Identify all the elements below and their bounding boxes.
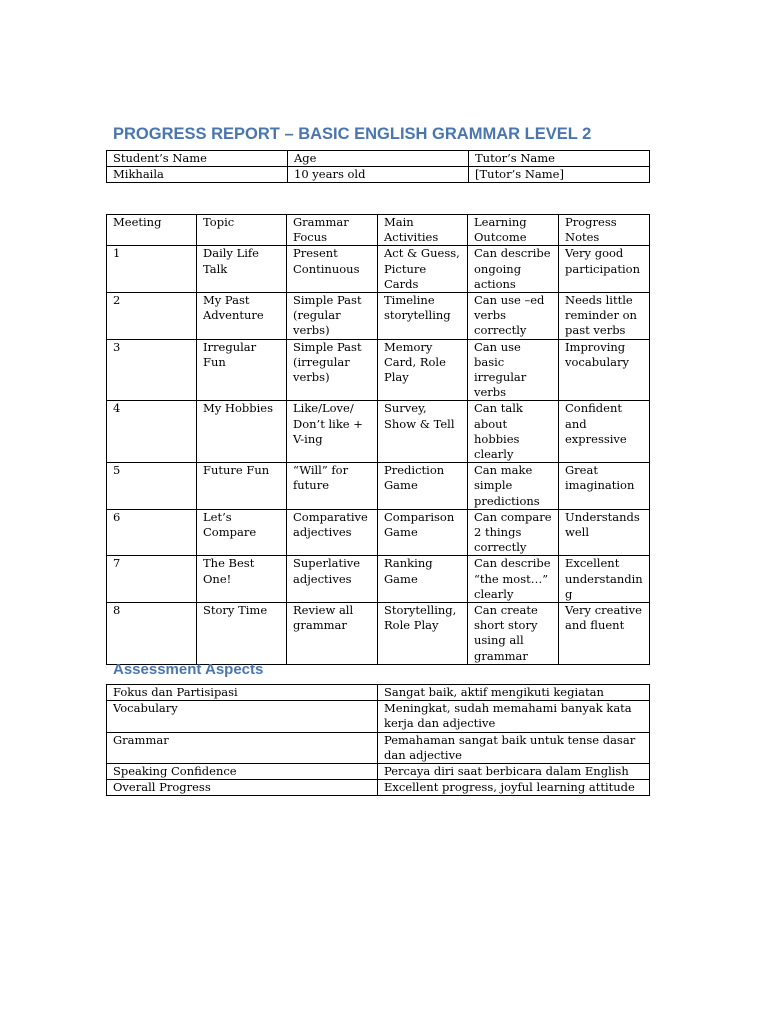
- aspect-value: Percaya diri saat berbicara dalam English: [378, 764, 650, 780]
- table-cell: Story Time: [197, 603, 287, 665]
- table-cell: Future Fun: [197, 463, 287, 510]
- table-header-row: [107, 215, 650, 246]
- table-cell: Understands well: [559, 509, 650, 556]
- table-cell: Prediction Game: [378, 463, 468, 510]
- aspect-label: Vocabulary: [107, 701, 378, 732]
- aspect-label: Grammar: [107, 732, 378, 763]
- table-row: [107, 463, 650, 510]
- table-row: [107, 167, 650, 183]
- table-cell: Review all grammar: [287, 603, 378, 665]
- assessment-heading: Assessment Aspects: [113, 661, 264, 678]
- table-cell: 1: [107, 246, 197, 293]
- table-cell: Can describe ongoing actions: [468, 246, 559, 293]
- table-cell: Can describe “the most…” clearly: [468, 556, 559, 603]
- table-cell: Needs little reminder on past verbs: [559, 293, 650, 340]
- table-cell: Improving vocabulary: [559, 339, 650, 401]
- aspect-value: Sangat baik, aktif mengikuti kegiatan: [378, 685, 650, 701]
- table-cell: My Past Adventure: [197, 293, 287, 340]
- aspect-value: Pemahaman sangat baik untuk tense dasar dan adjective: [378, 732, 650, 763]
- table-cell: Excellent understanding: [559, 556, 650, 603]
- table-cell: Can compare 2 things correctly: [468, 509, 559, 556]
- table-cell: 2: [107, 293, 197, 340]
- table-row: [107, 780, 650, 796]
- student-info-table: [106, 150, 650, 183]
- table-row: [107, 701, 650, 732]
- column-header: Progress Notes: [559, 215, 650, 246]
- table-row: [107, 246, 650, 293]
- age-value: 10 years old: [288, 167, 469, 183]
- column-header: Meeting: [107, 215, 197, 246]
- table-row: [107, 509, 650, 556]
- table-cell: 4: [107, 401, 197, 463]
- table-cell: Very creative and fluent: [559, 603, 650, 665]
- column-header: Grammar Focus: [287, 215, 378, 246]
- table-row: [107, 556, 650, 603]
- age-header: Age: [288, 151, 469, 167]
- table-cell: 3: [107, 339, 197, 401]
- tutor-name-value: [Tutor’s Name]: [469, 167, 650, 183]
- aspect-value: Meningkat, sudah memahami banyak kata kerja dan adjective: [378, 701, 650, 732]
- table-cell: Can create short story using all grammar: [468, 603, 559, 665]
- student-name-value: Mikhaila: [107, 167, 288, 183]
- table-cell: The Best One!: [197, 556, 287, 603]
- table-cell: Like/Love/ Don’t like + V-ing: [287, 401, 378, 463]
- table-row: [107, 339, 650, 401]
- table-cell: Irregular Fun: [197, 339, 287, 401]
- column-header: Learning Outcome: [468, 215, 559, 246]
- page-title: PROGRESS REPORT – BASIC ENGLISH GRAMMAR LEVEL 2: [113, 125, 592, 143]
- table-row: [107, 732, 650, 763]
- table-cell: Daily Life Talk: [197, 246, 287, 293]
- table-cell: Act & Guess, Picture Cards: [378, 246, 468, 293]
- table-cell: Present Continuous: [287, 246, 378, 293]
- table-cell: Storytelling, Role Play: [378, 603, 468, 665]
- table-cell: Memory Card, Role Play: [378, 339, 468, 401]
- table-cell: 6: [107, 509, 197, 556]
- table-cell: Can make simple predictions: [468, 463, 559, 510]
- table-cell: Simple Past (regular verbs): [287, 293, 378, 340]
- table-cell: Ranking Game: [378, 556, 468, 603]
- table-cell: Can talk about hobbies clearly: [468, 401, 559, 463]
- student-name-header: Student’s Name: [107, 151, 288, 167]
- aspect-label: Speaking Confidence: [107, 764, 378, 780]
- table-row: [107, 401, 650, 463]
- table-cell: Simple Past (irregular verbs): [287, 339, 378, 401]
- table-cell: 5: [107, 463, 197, 510]
- table-cell: Comparison Game: [378, 509, 468, 556]
- table-cell: Great imagination: [559, 463, 650, 510]
- table-cell: Can use basic irregular verbs: [468, 339, 559, 401]
- aspect-label: Overall Progress: [107, 780, 378, 796]
- table-cell: Superlative adjectives: [287, 556, 378, 603]
- table-row: [107, 764, 650, 780]
- table-cell: Comparative adjectives: [287, 509, 378, 556]
- table-row: [107, 293, 650, 340]
- table-cell: Survey, Show & Tell: [378, 401, 468, 463]
- aspect-value: Excellent progress, joyful learning attitude: [378, 780, 650, 796]
- table-cell: Very good participation: [559, 246, 650, 293]
- assessment-table: [106, 684, 650, 796]
- aspect-label: Fokus dan Partisipasi: [107, 685, 378, 701]
- table-cell: Timeline storytelling: [378, 293, 468, 340]
- table-row: [107, 151, 650, 167]
- tutor-name-header: Tutor’s Name: [469, 151, 650, 167]
- table-cell: 7: [107, 556, 197, 603]
- table-cell: Confident and expressive: [559, 401, 650, 463]
- meetings-table: [106, 214, 650, 665]
- table-cell: 8: [107, 603, 197, 665]
- column-header: Topic: [197, 215, 287, 246]
- table-cell: My Hobbies: [197, 401, 287, 463]
- table-cell: “Will” for future: [287, 463, 378, 510]
- table-row: [107, 685, 650, 701]
- table-cell: Let’s Compare: [197, 509, 287, 556]
- table-row: [107, 603, 650, 665]
- column-header: Main Activities: [378, 215, 468, 246]
- table-cell: Can use –ed verbs correctly: [468, 293, 559, 340]
